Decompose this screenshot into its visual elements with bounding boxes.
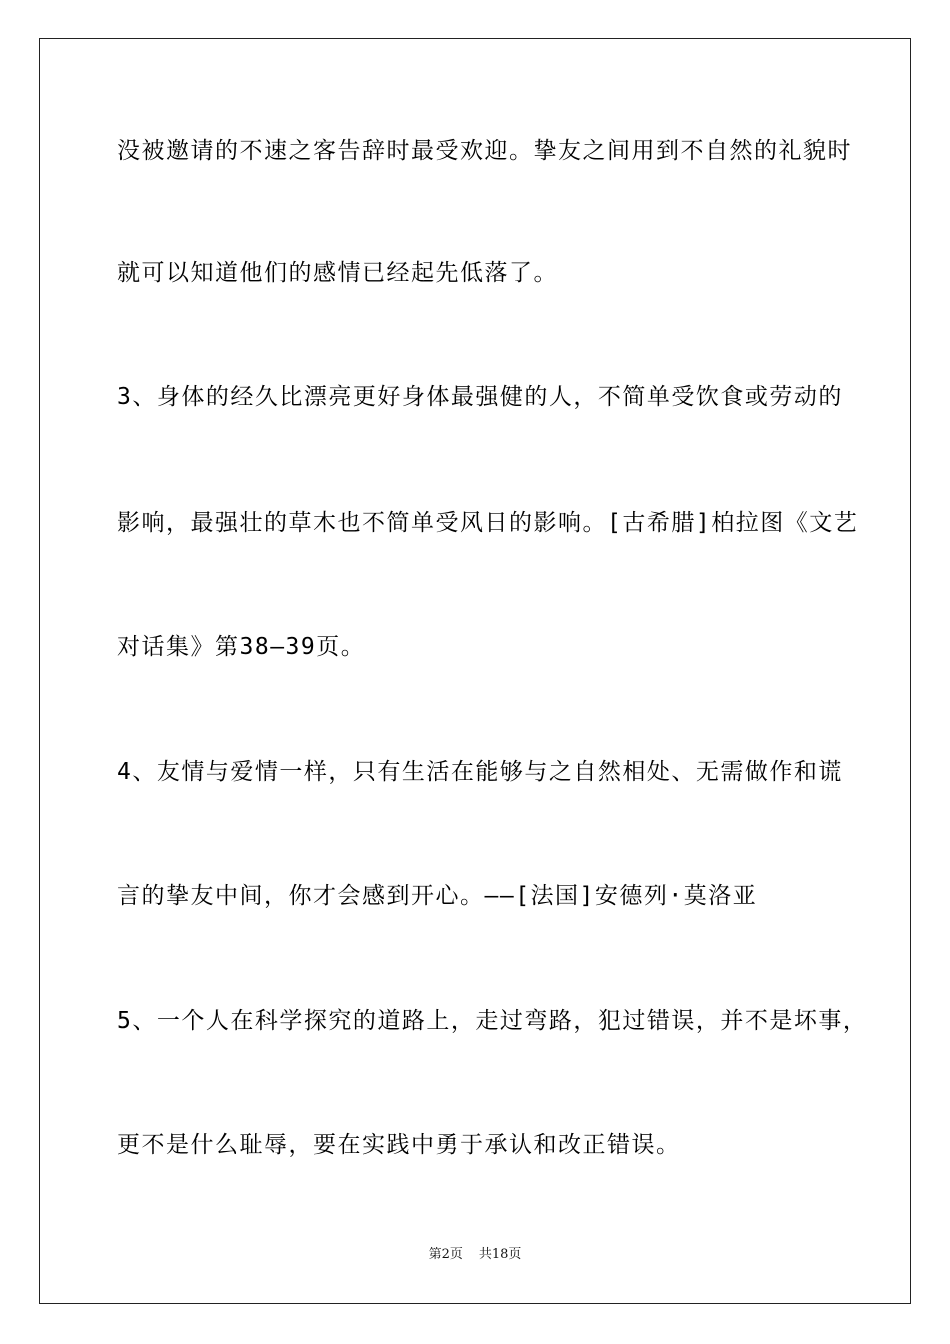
text-line: 3、身体的经久比漂亮更好身体最强健的人，不简单受饮食或劳动的 [117, 384, 843, 410]
text-line: 言的挚友中间，你才会感到开心。——[法国]安德列·莫洛亚 [117, 883, 758, 909]
text-line: 5、一个人在科学探究的道路上，走过弯路，犯过错误，并不是坏事， [117, 1008, 868, 1034]
page-number-current: 第2页 [428, 1247, 463, 1262]
text-line: 影响，最强壮的草木也不简单受风日的影响。[古希腊]柏拉图《文艺 [117, 510, 859, 536]
text-line: 更不是什么耻辱，要在实践中勇于承认和改正错误。 [117, 1132, 681, 1158]
page-footer [0, 1247, 950, 1263]
text-line: 4、友情与爱情一样，只有生活在能够与之自然相处、无需做作和谎 [117, 759, 843, 785]
text-line: 没被邀请的不速之客告辞时最受欢迎。挚友之间用到不自然的礼貌时 [117, 138, 852, 164]
page-number-total: 共18页 [478, 1247, 522, 1262]
page-frame [39, 38, 911, 1304]
text-line: 对话集》第38—39页。 [117, 634, 366, 660]
text-line: 就可以知道他们的感情已经起先低落了。 [117, 260, 558, 286]
